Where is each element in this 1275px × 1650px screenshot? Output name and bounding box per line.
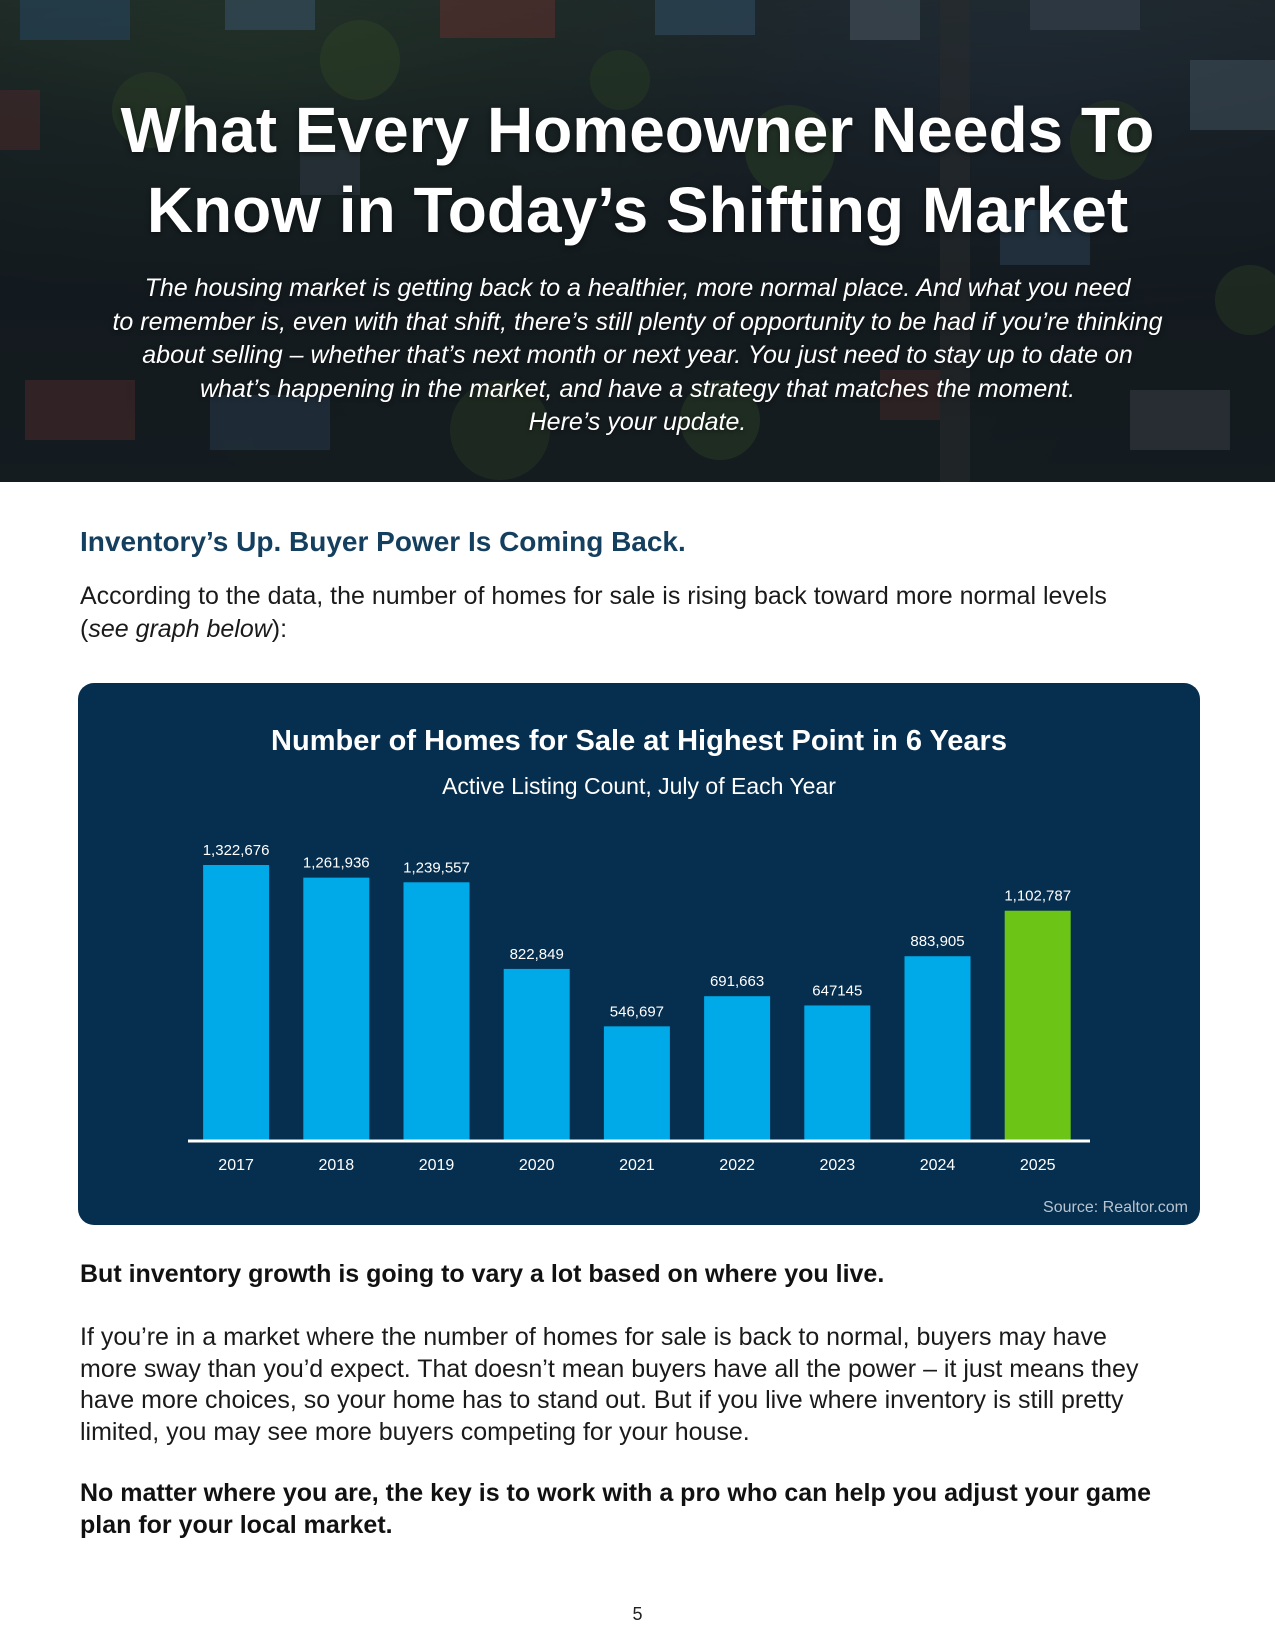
chart-bar-2025 — [1005, 911, 1071, 1140]
chart-bar-2021 — [604, 1026, 670, 1140]
chart-title: Number of Homes for Sale at Highest Point in 6 Years — [271, 725, 1007, 757]
chart-card — [78, 683, 1200, 1225]
intro-line: to remember is, even with that shift, there’s still plenty of opportunity to be had if you’re thinking — [112, 307, 1163, 336]
lead-text: According to the data, the number of homes for sale is rising back toward more normal levels — [80, 582, 1107, 610]
chart-bar-2023 — [804, 1005, 870, 1140]
chart-subtitle: Active Listing Count, July of Each Year — [442, 773, 836, 799]
data-label-2020: 822,849 — [509, 945, 564, 963]
chart-bar-2018 — [303, 878, 369, 1140]
x-tick-label-2023: 2023 — [819, 1157, 856, 1174]
x-tick-label-2020: 2020 — [518, 1157, 555, 1174]
intro-paragraph — [60, 272, 1215, 440]
x-tick-label-2017: 2017 — [218, 1157, 254, 1174]
closing-statement — [80, 1478, 1205, 1541]
x-tick-label-2022: 2022 — [719, 1157, 755, 1174]
data-label-2023: 647145 — [812, 982, 863, 1000]
lead-paragraph — [80, 580, 1200, 646]
intro-line: about selling – whether that’s next month or next year. You just need to stay up to date on — [142, 341, 1133, 369]
page-title — [40, 90, 1235, 250]
intro-line: what’s happening in the market, and have a strategy that matches the moment. — [199, 374, 1076, 403]
chart-bar-2024 — [905, 956, 971, 1140]
chart-bar-2019 — [404, 882, 470, 1140]
data-label-2024: 883,905 — [910, 933, 965, 951]
data-label-2017: 1,322,676 — [202, 842, 270, 859]
chart-source: Source: Realtor.com — [1043, 1199, 1188, 1216]
chart-bar-2020 — [504, 969, 570, 1140]
chart-bar-2022 — [704, 996, 770, 1140]
intro-line: Here’s your update. — [528, 408, 747, 436]
body-paragraph — [80, 1322, 1205, 1448]
lead-paren-close: ): — [271, 615, 288, 643]
section-heading: Inventory’s Up. Buyer Power Is Coming Back. — [80, 526, 686, 557]
data-label-2025: 1,102,787 — [1004, 887, 1072, 905]
callout-text: But inventory growth is going to vary a lot based on where you live. — [80, 1260, 885, 1288]
data-label-2022: 691,663 — [709, 973, 765, 991]
paragraph-line: limited, you may see more buyers competing for your house. — [80, 1417, 750, 1446]
intro-line: The housing market is getting back to a healthier, more normal place. And what you need — [144, 274, 1131, 302]
title-line: Know in Today’s Shifting Market — [146, 174, 1129, 246]
closing-line: plan for your local market. — [80, 1510, 393, 1539]
x-tick-label-2018: 2018 — [318, 1157, 355, 1174]
x-tick-label-2021: 2021 — [619, 1157, 655, 1174]
paragraph-line: If you’re in a market where the number of homes for sale is back to normal, buyers may have — [80, 1323, 1107, 1351]
paragraph-line: more sway than you’d expect. That doesn’t mean buyers have all the power – it just means they — [80, 1354, 1139, 1383]
page-number: 5 — [632, 1604, 643, 1624]
lead-italic-text: see graph below — [88, 615, 272, 643]
paragraph-line: have more choices, so your home has to stand out. But if you live where inventory is still pretty — [80, 1386, 1124, 1414]
x-tick-label-2024: 2024 — [919, 1157, 956, 1174]
closing-line: No matter where you are, the key is to work with a pro who can help you adjust your game — [80, 1479, 1152, 1507]
chart-bar-2017 — [203, 865, 269, 1140]
data-label-2019: 1,239,557 — [403, 859, 470, 877]
lead-paren-open: ( — [80, 615, 89, 643]
hero-banner — [0, 0, 1275, 482]
x-tick-label-2025: 2025 — [1019, 1157, 1056, 1174]
data-label-2021: 546,697 — [609, 1003, 665, 1021]
x-tick-label-2019: 2019 — [418, 1157, 455, 1174]
data-label-2018: 1,261,936 — [302, 854, 370, 872]
bar-chart — [78, 683, 1200, 1225]
title-line: What Every Homeowner Needs To — [120, 94, 1155, 166]
